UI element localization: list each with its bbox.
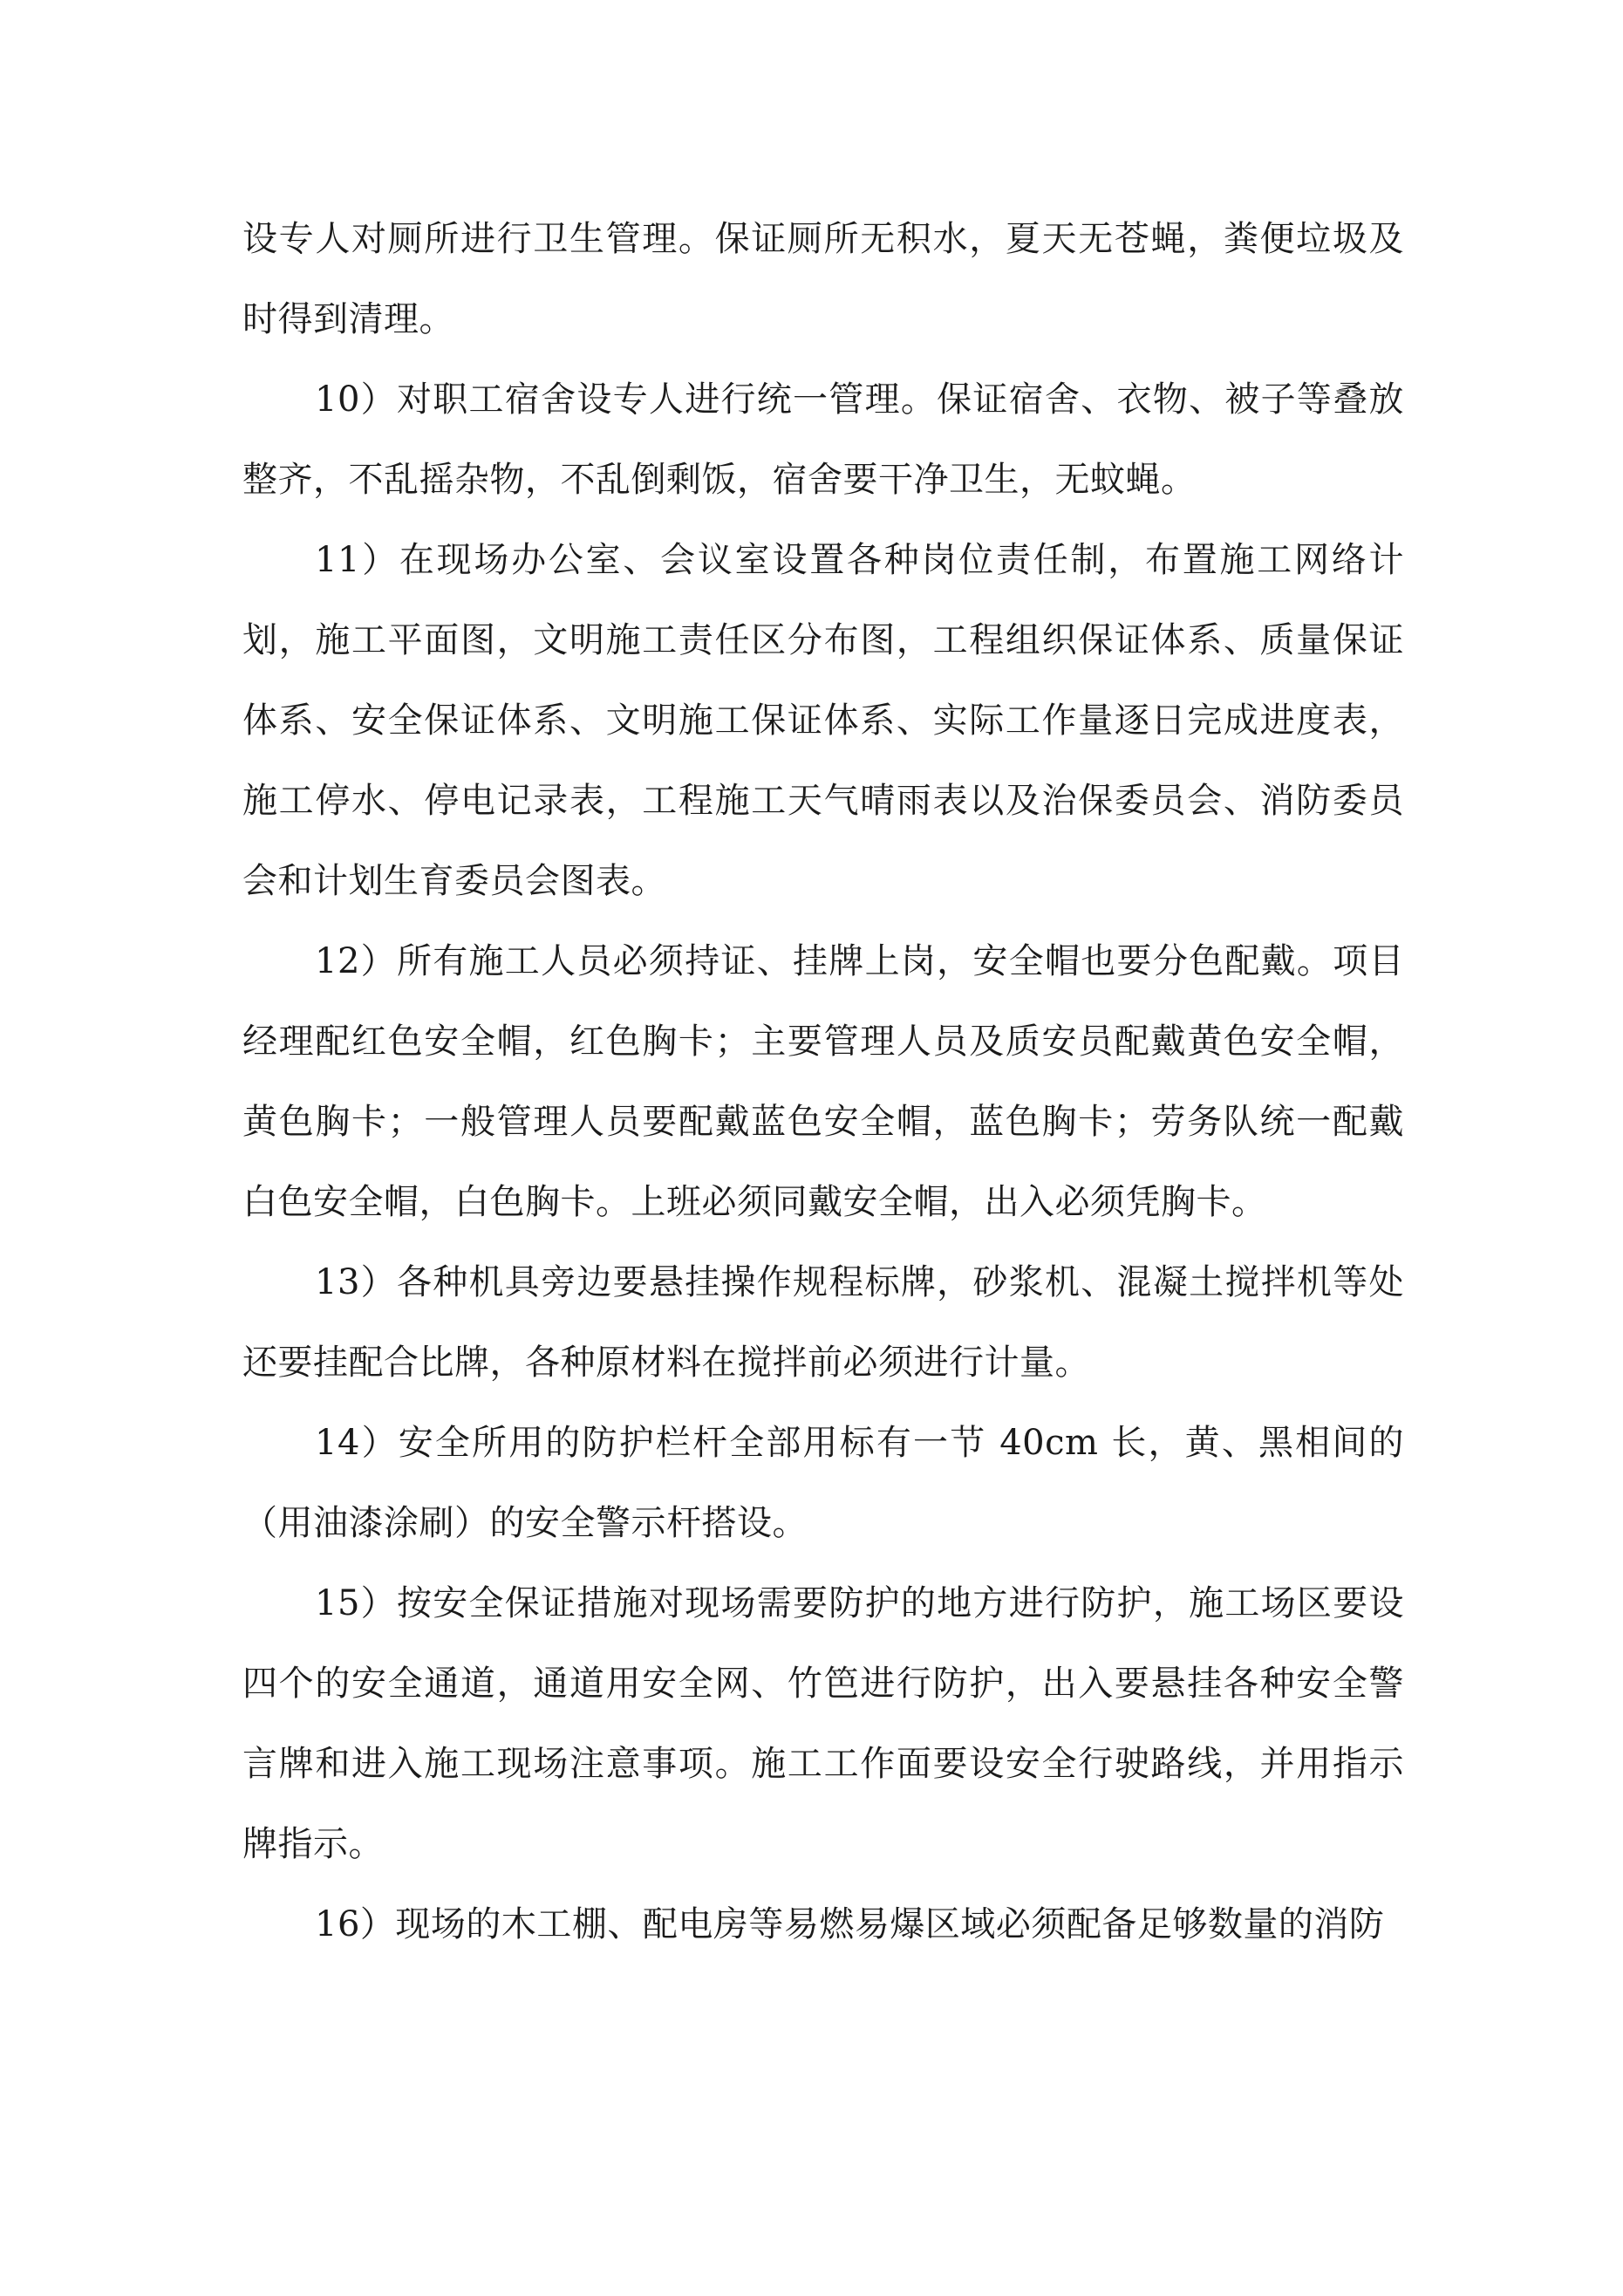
paragraph-13-machinery-signs: 13）各种机具旁边要悬挂操作规程标牌，砂浆机、混凝土搅拌机等处还要挂配合比牌，各种原材料在搅拌前必须进行计量。 — [242, 1262, 1404, 1383]
paragraph-15-safety-passages: 15）按安全保证措施对现场需要防护的地方进行防护，施工场区要设四个的安全通道，通道用安全网、竹笆进行防护，出入要悬挂各种安全警言牌和进入施工现场注意事项。施工工作面要设安全行驶路线，并用指示牌指示。 — [242, 1583, 1404, 1864]
paragraph-toilet-management: 设专人对厕所进行卫生管理。保证厕所无积水，夏天无苍蝇，粪便垃圾及时得到清理。 — [242, 219, 1404, 339]
paragraph-16-fire-prevention: 16）现场的木工棚、配电房等易燃易爆区域必须配备足够数量的消防 — [315, 1904, 1385, 1944]
paragraph-11-office-charts: 11）在现场办公室、会议室设置各种岗位责任制，布置施工网络计划，施工平面图，文明施工责任区分布图，工程组织保证体系、质量保证体系、安全保证体系、文明施工保证体系、实际工作量逐日完成进度表，施工停水、停电记录表，工程施工天气晴雨表以及治保委员会、消防委员会和计划生育委员会图表。 — [242, 540, 1404, 901]
paragraph-10-dormitory: 10）对职工宿舍设专人进行统一管理。保证宿舍、衣物、被子等叠放整齐，不乱摇杂物，不乱倒剩饭，宿舍要干净卫生，无蚊蝇。 — [242, 379, 1404, 500]
paragraph-12-safety-helmets: 12）所有施工人员必须持证、挂牌上岗，安全帽也要分色配戴。项目经理配红色安全帽，红色胸卡；主要管理人员及质安员配戴黄色安全帽，黄色胸卡；一般管理人员要配戴蓝色安全帽，蓝色胸卡；劳务队统一配戴白色安全帽，白色胸卡。上班必须同戴安全帽，出入必须凭胸卡。 — [242, 941, 1404, 1222]
paragraph-14-guardrails: 14）安全所用的防护栏杆全部用标有一节 40cm 长，黄、黑相间的（用油漆涂刷）的安全警示杆搭设。 — [242, 1423, 1404, 1543]
document-body — [242, 199, 1404, 1965]
